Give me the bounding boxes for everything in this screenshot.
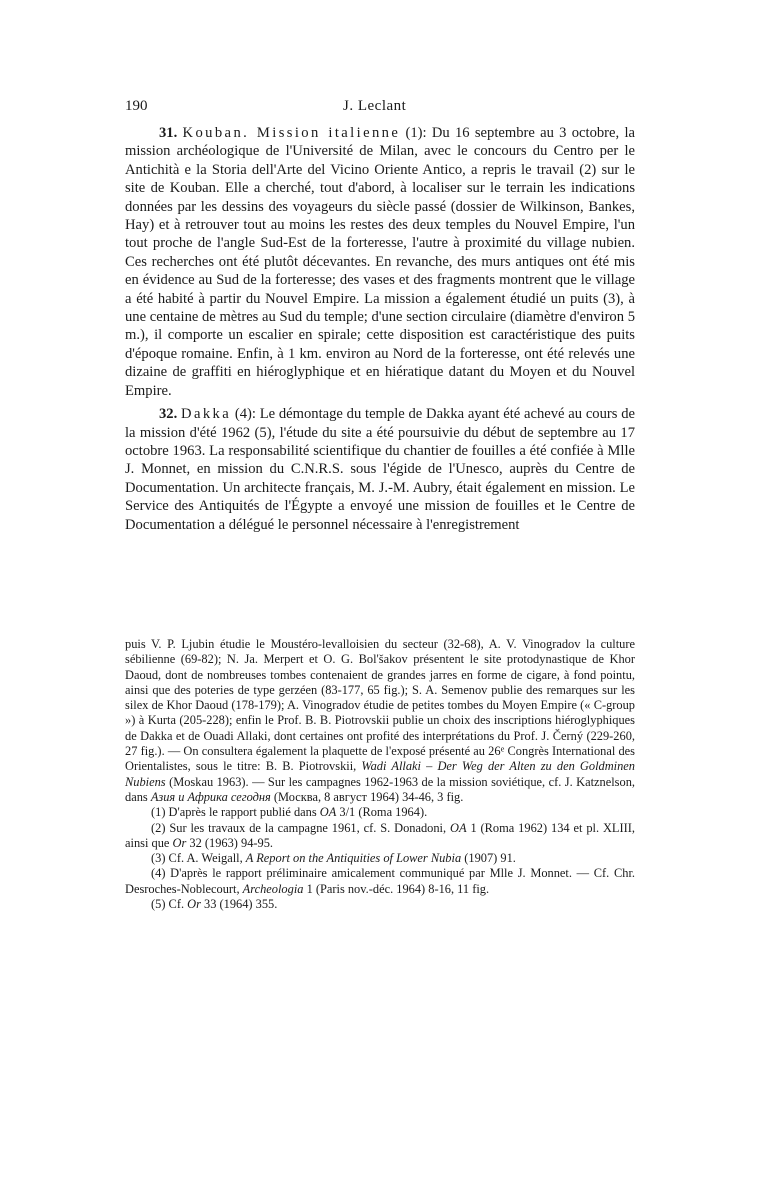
footnote-ref: (3)	[603, 290, 621, 307]
section-number: 31.	[159, 125, 178, 141]
section-title: Kouban. Mission italienne	[182, 125, 401, 141]
footnote-ref: (5)	[254, 424, 272, 441]
footnote-5: (5) Cf. Or 33 (1964) 355.	[151, 897, 278, 912]
footnote-3: (3) Cf. A. Weigall, A Report on the Antiquities of Lower Nubia (1907) 91.	[151, 851, 516, 866]
main-text	[125, 124, 635, 534]
footnote-marker: (2)	[151, 820, 166, 835]
section-number: 32.	[159, 406, 178, 423]
footnote-2: (2) Sur les travaux de la campagne 1961, cf. S. Donadoni, OA 1 (Roma 1962) 134 et pl. XLIII, ainsi que Or 32 (1963) 94-95.	[125, 820, 635, 850]
section-31-paragraph: 31. Kouban. Mission italienne (1): Du 16 septembre au 3 octobre, la mission archéologique de l'Université de Milan, avec le concours du Centro per le Antichità e la Storia dell'Arte del Vicino Oriente Antico, a repris le travail (2) sur le site de Kouban. Elle a cherché, tout d'abord, à localiser sur le terrain les indications données par les dessins des voyageurs du siècle passé (dossier de Wilkinson, Bankes, Hay) et à retrouver tout au moins les restes des deux temples du Nouvel Empire, l'un tout proche de l'angle Sud-Est de la forteresse, l'autre à proximité du village nubien. Ces recherches ont été plutôt décevantes. En revanche, des murs antiques ont été mis en évidence au Sud de la forteresse; des vases et des fragments montrent que le village a été habité à partir du Nouvel Empire. La mission a également étudié un puits (3), à une centaine de mètres au Sud du temple; d'une section circulaire (diamètre d'environ 5 m.), il comporte un escalier en spirale; cette disposition est caractéristique des puits d'époque romaine. Enfin, à 1 km. environ au Nord de la forteresse, ont été relevés une dizaine de graffiti en hiéroglyphique et en hiératique datant du Moyen et du Nouvel Empire.	[125, 125, 635, 399]
footnote-1: (1) D'après le rapport publié dans OA 3/1 (Roma 1964).	[151, 805, 428, 820]
page-number: 190	[125, 98, 148, 114]
footnote-4: (4) D'après le rapport préliminaire amicalement communiqué par Mlle J. Monnet. — Cf. Chr. Desroches-Noblecourt, Archeologia 1 (Paris nov.-déc. 1964) 8-16, 11 fig.	[125, 866, 635, 896]
book-title: Wadi Allaki – Der Weg der Alten zu den Goldminen Nubiens	[125, 759, 635, 789]
section-title: Dakka	[181, 406, 232, 423]
footnote-ref: (4)	[234, 406, 252, 423]
page-header	[125, 98, 635, 122]
footnote-marker: (3)	[151, 851, 166, 866]
footnote-continuation: puis V. P. Ljubin étudie le Moustéro-levalloisien du secteur (32-68), A. V. Vinogradov la culture sébilienne (69-82); N. Ja. Merpert et O. G. Bol'šakov présentent le site protodynastique de Khor Daoud, dont de nombreuses tombes contenaient de grandes jarres en forme de cigare, à fond pointu, ainsi que des poteries de type gerzéen (83-177, 65 fig.); S. A. Semenov publie des remarques sur les silex de Khor Daoud (178-179); A. Vinogradov étudie de petites tombes du Moyen Empire (« C-group ») à Kurta (205-228); enfin le Prof. B. B. Piotrovskii publie un choix des inscriptions hiéroglyphiques de Dakka et de Ouadi Allaki, dont certaines ont profité des interprétations du Prof. J. Černý (229-260, 27 fig.). — On consultera également la plaquette de l'exposé présenté au 26e Congrès International des Orientalistes, sous le titre: B. B. Piotrovskii, Wadi Allaki – Der Weg der Alten zu den Goldminen Nubiens (Moskau 1963). — Sur les campagnes 1962-1963 de la mission soviétique, cf. J. Katznelson, dans Азия и Африка сегодня (Москва, 8 август 1964) 34-46, 3 fig.	[125, 637, 635, 804]
footnote-marker: (5)	[151, 897, 166, 912]
journal-title: Азия и Африка сегодня	[150, 789, 271, 804]
footnote-ref: (1)	[405, 125, 423, 141]
footnotes	[125, 637, 635, 912]
footnote-marker: (4)	[151, 866, 166, 881]
footnote-ref: (2)	[579, 161, 597, 178]
running-head: J. Leclant	[343, 98, 407, 114]
section-32-paragraph: 32. Dakka (4): Le démontage du temple de Dakka ayant été achevé au cours de la mission d'été 1962 (5), l'étude du site a été poursuivie du début de septembre au 17 octobre 1963. La responsabilité scientifique du chantier de fouilles a été confiée à Mlle J. Monnet, en mission du C.N.R.S. sous l'égide de l'Unesco, auprès du Centre de Documentation. Un architecte français, M. J.-M. Aubry, était également en mission. Le Service des Antiquités de l'Égypte a envoyé une mission de fouilles et le Centre de Documentation a délégué le personnel nécessaire à l'enregistrement	[125, 406, 635, 533]
footnote-marker: (1)	[151, 805, 166, 820]
